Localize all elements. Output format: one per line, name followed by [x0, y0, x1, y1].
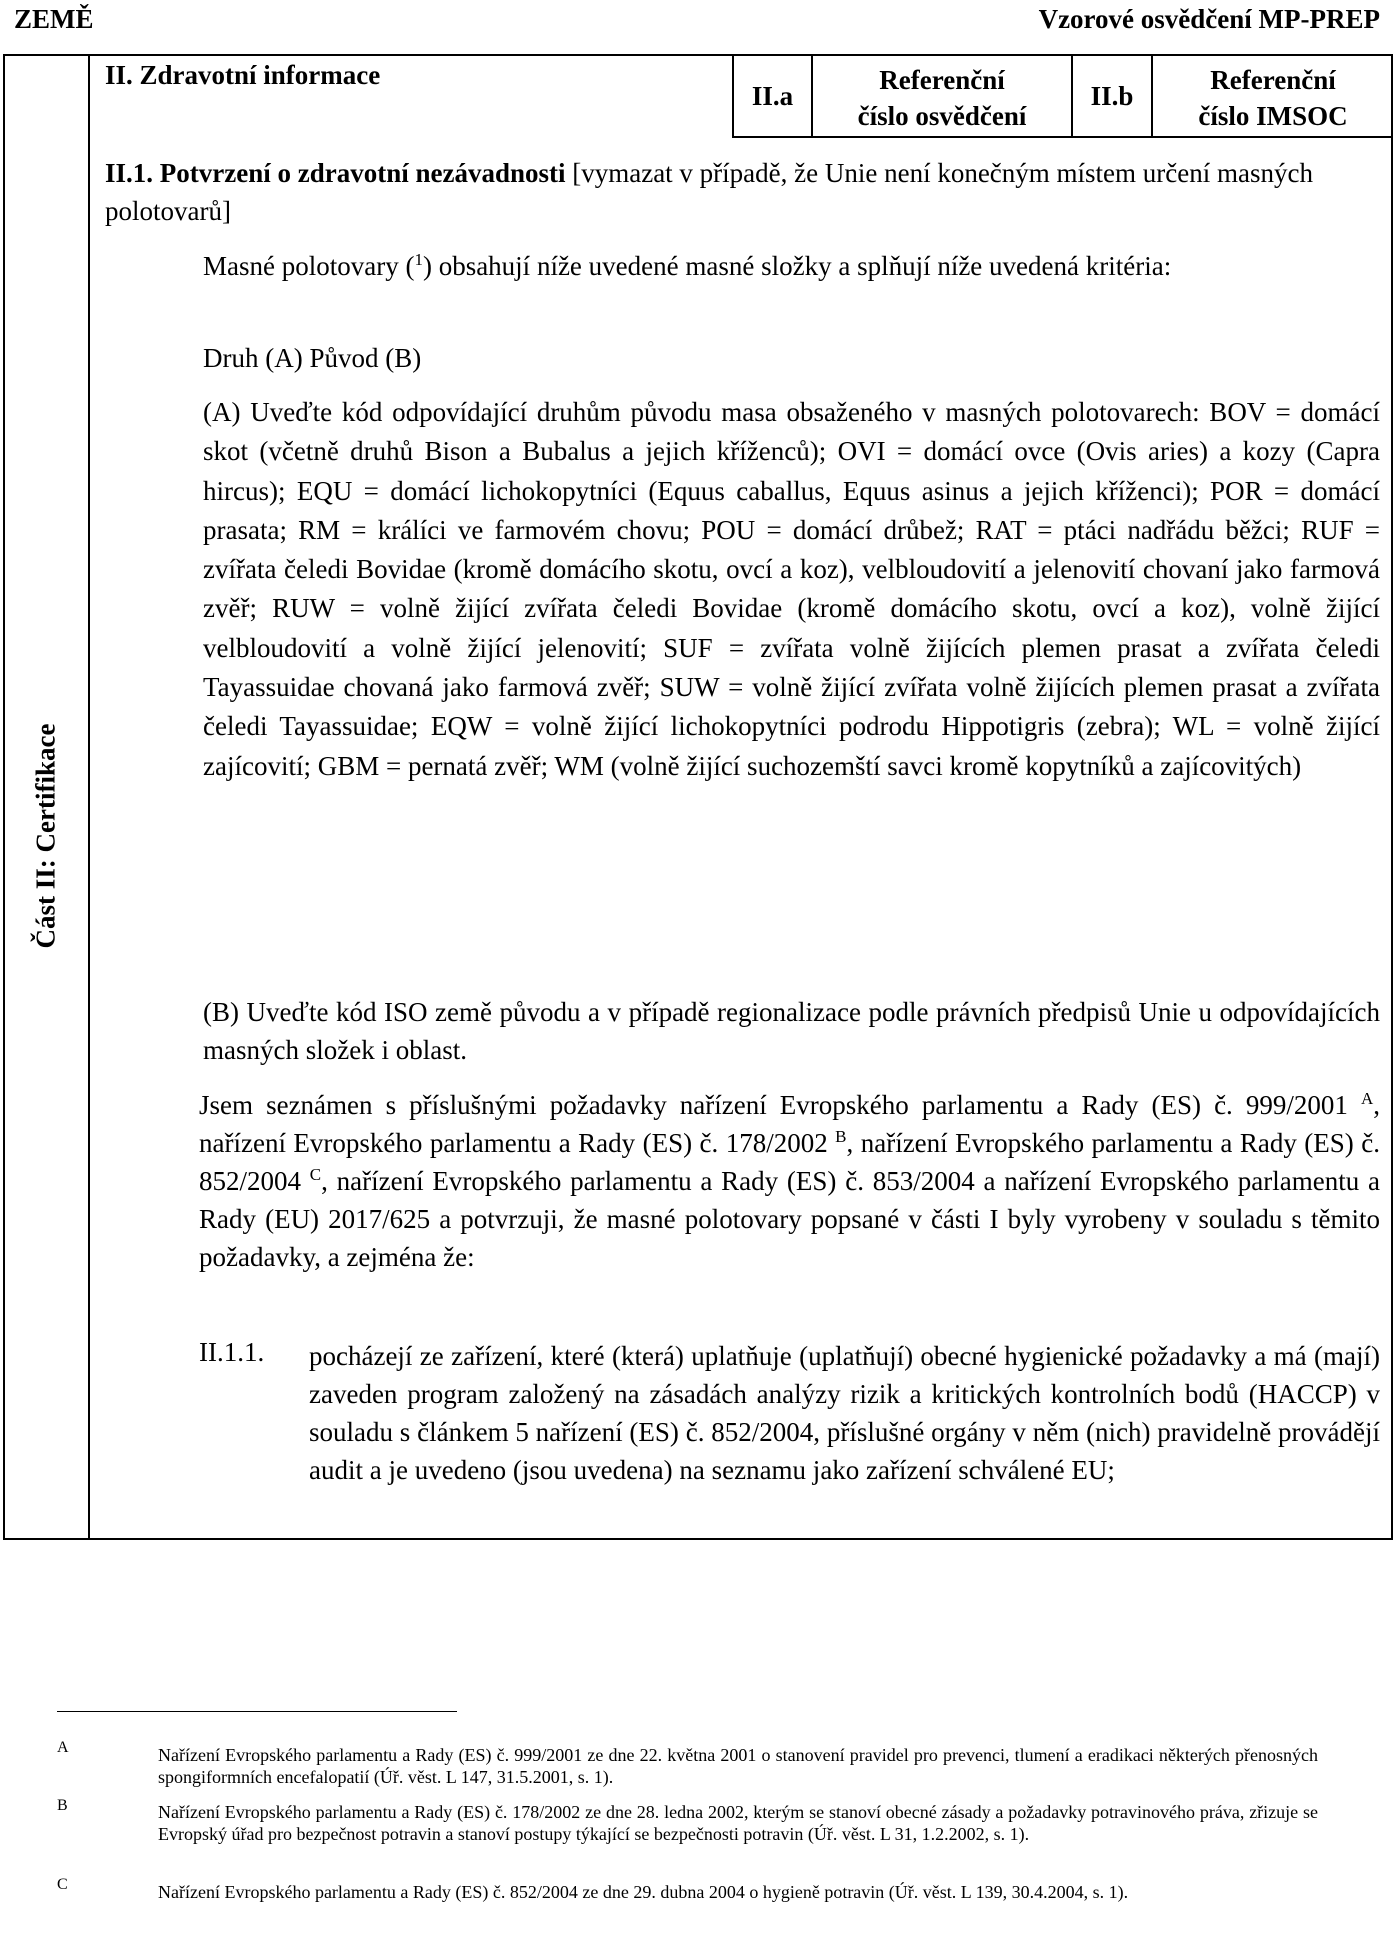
- declaration-text-4: , nařízení Evropského parlamentu a Rady (ES) č. 853/2004 a nařízení Evropského parlamentu a Rady (EU) 2017/625 a potvrzuji, že masné polotovary popsané v části I byly vyrobeny v souladu s těmito požadavky, a zejména že:: [199, 1166, 1380, 1272]
- declaration-text-1: Jsem seznámen s příslušnými požadavky nařízení Evropského parlamentu a Rady (ES) č. 999/2001: [199, 1090, 1361, 1120]
- side-label: Část II: Certifikace: [30, 723, 61, 949]
- footnote-separator: [57, 1711, 457, 1712]
- declaration-text-3: , nařízení Evropského parlamentu a Rady (ES) č. 852/2004: [199, 1128, 1380, 1196]
- ref-b-code: II.b: [1071, 56, 1151, 138]
- footnote-mark-b: B: [57, 1797, 68, 1814]
- section-heading-note: [vymazat v případě, že Unie není konečným místem určení masných polotovarů]: [105, 158, 1313, 226]
- certificate-model-title: Vzorové osvědčení MP-PREP: [1038, 4, 1380, 34]
- species-origin-label: Druh (A) Původ (B): [203, 343, 422, 373]
- ref-a-label-line1: Referenční: [879, 65, 1005, 95]
- footnote-b: Nařízení Evropského parlamentu a Rady (ES) č. 178/2002 ze dne 28. ledna 2002, kterým se stanoví obecné zásady a požadavky potravinového práva, zřizuje se Evropský úřad pro bezpečnost potravin a stanoví postupy týkající se bezpečnosti potravin (Úř. věst. L 31, 1.2.2002, s. 1).: [158, 1802, 1318, 1844]
- footnote-ref-c: C: [309, 1165, 322, 1184]
- ref-a-label-line2: číslo osvědčení: [857, 101, 1027, 131]
- ref-b-label-line2: číslo IMSOC: [1198, 101, 1348, 131]
- footnote-a: Nařízení Evropského parlamentu a Rady (ES) č. 999/2001 ze dne 22. května 2001 o stanovení pravidel pro prevenci, tlumení a eradikaci některých přenosných spongiformních encefalopatií (Úř. věst. L 147, 31.5.2001, s. 1).: [158, 1745, 1318, 1787]
- intro-footnote-ref: 1: [414, 250, 423, 269]
- certificate-frame: [3, 54, 1393, 1540]
- section-heading-bold: II.1. Potvrzení o zdravotní nezávadnosti: [105, 158, 566, 188]
- column-divider: [88, 56, 90, 1538]
- item-text: pocházejí ze zařízení, které (která) uplatňuje (uplatňují) obecné hygienické požadavky a má (mají) zaveden program založený na zásadách analýzy rizik a kritických kontrolních bodů (HACCP) v souladu s článkem 5 nařízení (ES) č. 852/2004, příslušné orgány v něm (nich) pravidelně provádějí audit a je uvedeno (jsou uvedena) na seznamu jako zařízení schválené EU;: [309, 1341, 1380, 1485]
- ref-b-label-line1: Referenční: [1210, 65, 1336, 95]
- footnote-c: Nařízení Evropského parlamentu a Rady (ES) č. 852/2004 ze dne 29. dubna 2004 o hygieně potravin (Úř. věst. L 139, 30.4.2004, s. 1).: [158, 1882, 1129, 1902]
- intro-paragraph: [203, 247, 1380, 285]
- item-number: II.1.1.: [199, 1337, 265, 1367]
- intro-text-2: ) obsahují níže uvedené masné složky a splňují níže uvedená kritéria:: [422, 251, 1172, 281]
- ref-a-code: II.a: [732, 56, 811, 138]
- declaration-text-2: , nařízení Evropského parlamentu a Rady (ES) č. 178/2002: [199, 1090, 1380, 1158]
- section-heading: [105, 154, 1380, 230]
- intro-text-1: Masné polotovary (: [203, 251, 415, 281]
- note-a-paragraph: (A) Uveďte kód odpovídající druhům původu masa obsaženého v masných polotovarech: BOV = domácí skot (včetně druhů Bison a Bubalus a jejich kříženců); OVI = domácí ovce (Ovis aries) a kozy (Capra hircus); EQU = domácí lichokopytníci (Equus caballus, Equus asinus a jejich kříženci); POR = domácí prasata; RM = králíci ve farmovém chovu; POU = domácí drůbež; RAT = ptáci nadřádu běžci; RUF = zvířata čeledi Bovidae (kromě domácího skotu, ovcí a koz), velbloudovití a jelenovití chovaní jako farmová zvěř; RUW = volně žijící zvířata čeledi Bovidae (kromě domácího skotu, ovcí a koz), volně žijící velbloudovití a volně žijící jelenovití; SUF = zvířata volně žijících plemen prasat a zvířata čeledi Tayassuidae chovaná jako farmová zvěř; SUW = volně žijící zvířata volně žijících plemen prasat a zvířata čeledi Tayassuidae; EQW = volně žijící lichokopytníci podrodu Hippotigris (zebra); WL = volně žijící zajícovití; GBM = pernatá zvěř; WM (volně žijící suchozemští savci kromě kopytníků a zajícovitých): [203, 397, 1380, 781]
- footnote-ref-b: B: [835, 1127, 847, 1146]
- note-b-paragraph: (B) Uveďte kód ISO země původu a v případě regionalizace podle právních předpisů Unie u odpovídajících masných složek i oblast.: [203, 997, 1380, 1065]
- footnote-mark-c: C: [57, 1876, 68, 1893]
- side-column: [5, 56, 88, 1538]
- country-label: ZEMĚ: [14, 4, 94, 34]
- declaration-paragraph: [199, 1086, 1380, 1276]
- section-title: II. Zdravotní informace: [105, 60, 381, 90]
- footnote-mark-a: A: [57, 1739, 69, 1756]
- footnote-ref-a: A: [1360, 1089, 1374, 1108]
- ref-a-label: [811, 56, 1071, 138]
- ref-b-label: [1151, 56, 1393, 138]
